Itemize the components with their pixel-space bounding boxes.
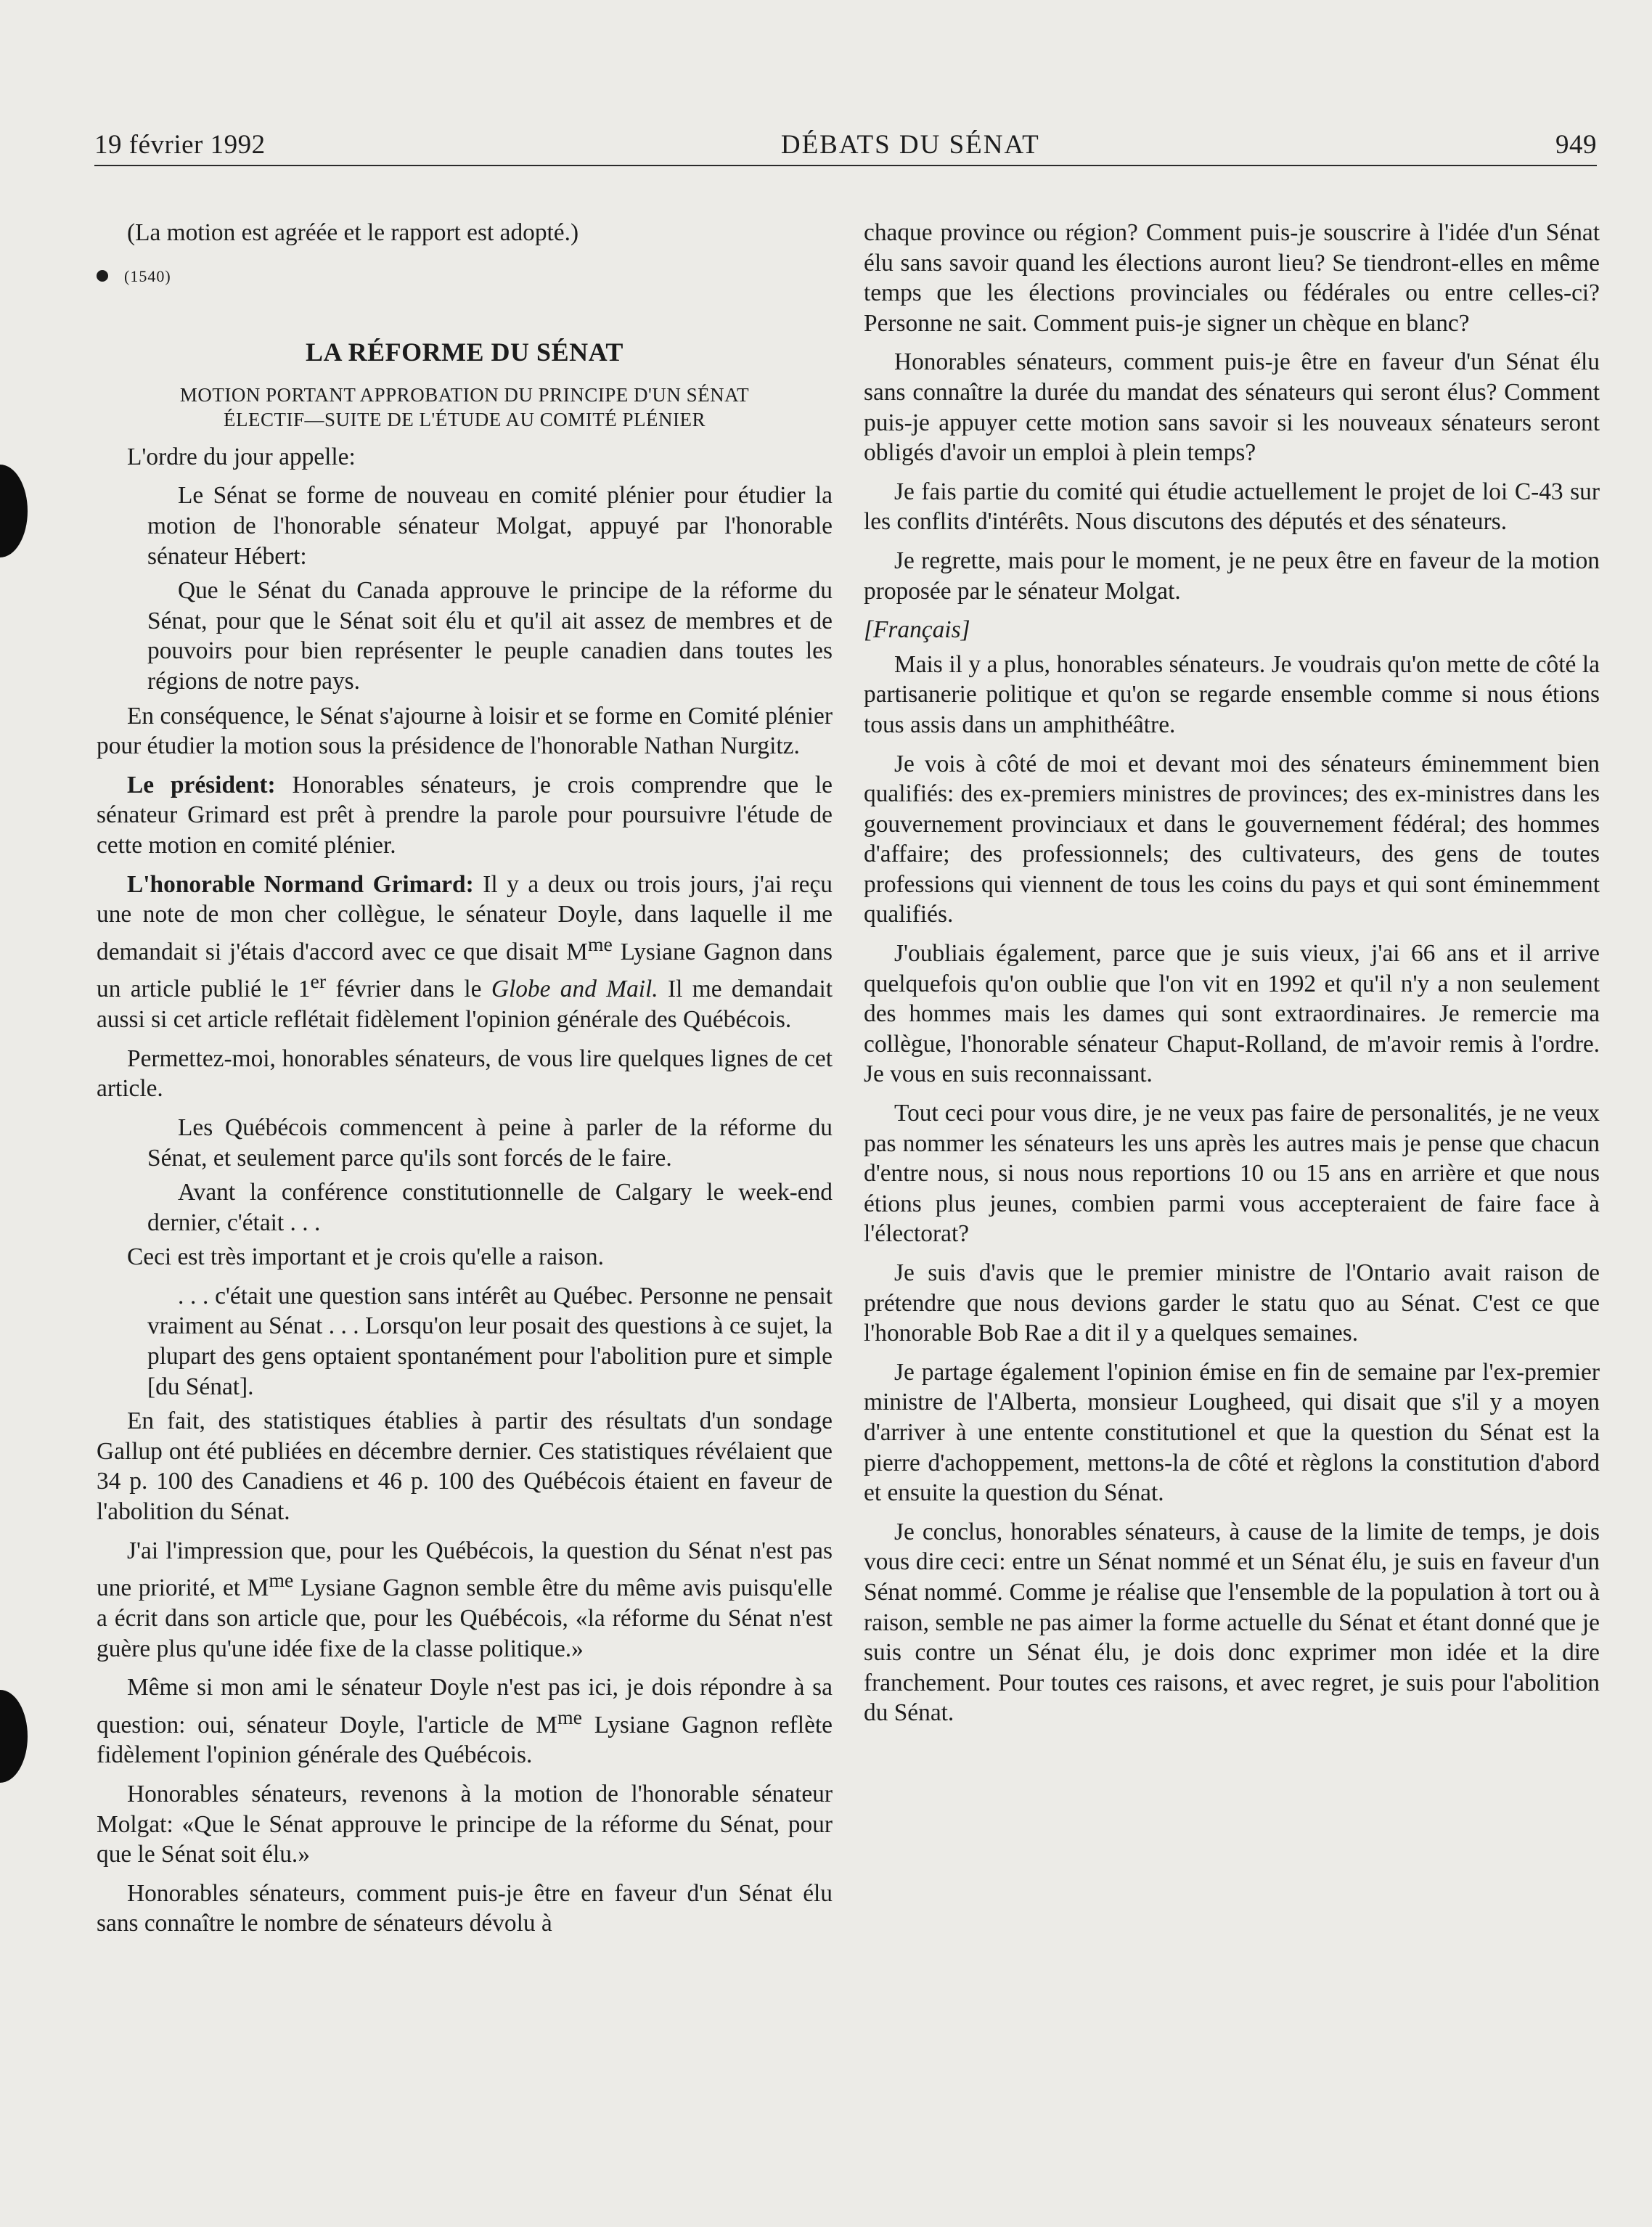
page-header (94, 129, 1597, 166)
quote-paragraph: . . . c'était une question sans intérêt au Québec. Personne ne pensait vraiment au Sénat . . . Lorsqu'on leur posait des questions à ce sujet, la plupart des gens optaient spontanément pour l'abolition pure et simple [du Sénat]. (147, 1282, 833, 1400)
paragraph: Ceci est très important et je crois qu'elle a raison. (127, 1243, 604, 1271)
speech-text: Lysiane Gagnon semble être du même avis puisqu'elle a écrit dans son article que, pour les Québécois, «la réforme du Sénat n'est guère plus qu'une idée fixe de la classe politique.» (97, 1574, 833, 1662)
paragraph: Je suis d'avis que le premier ministre de l'Ontario avait raison de prétendre que nous devions garder le statu quo au Sénat. C'est ce que l'honorable Bob Rae a dit il y a quelques semaines. (864, 1259, 1600, 1347)
paragraph: J'oubliais également, parce que je suis vieux, j'ai 66 ans et il arrive quelquefois qu'on oublie que l'on vit en 1992 et qu'il n'y a non seulement des hommes mais les dames qui sont extraordinaires. Je remercie ma collègue, l'honorable sénateur Chaput-Rolland, de m'avoir remis à l'ordre. Je vous en suis reconnaissant. (864, 940, 1600, 1088)
speech-text: Même si mon ami le sénateur Doyle n'est pas ici, je dois répondre à sa question: oui, sénateur Doyle, l'article de M (97, 1674, 833, 1738)
speaker-name: Le président: (127, 771, 276, 798)
quote-paragraph: Le Sénat se forme de nouveau en comité plénier pour étudier la motion de l'honorable sénateur Molgat, appuyé par l'honorable sénateur Hébert: (147, 482, 833, 570)
subheading-line-2: ÉLECTIF—SUITE DE L'ÉTUDE AU COMITÉ PLÉNIER (223, 408, 706, 430)
subheading-line-1: MOTION PORTANT APPROBATION DU PRINCIPE D'UN SÉNAT (179, 383, 750, 406)
paragraph: Honorables sénateurs, comment puis-je être en faveur d'un Sénat élu sans connaître le nombre de sénateurs dévolu à (97, 1879, 833, 1937)
paragraph: Tout ceci pour vous dire, je ne veux pas faire de personalités, je ne veux pas nommer les sénateurs les uns après les autres mais je pense que chacun d'entre nous, si nous nous reportions 10 ou 15 ans en arrière et que nous étions plus jeunes, combien parmi vous accepteraient de faire face à l'électorat? (864, 1100, 1600, 1248)
paragraph: Honorables sénateurs, revenons à la motion de l'honorable sénateur Molgat: «Que le Sénat approuve le principe de la réforme du Sénat, pour que le Sénat soit élu.» (97, 1781, 833, 1868)
paragraph: En fait, des statistiques établies à partir des résultats d'un sondage Gallup ont été publiées en décembre dernier. Ces statistiques révélaient que 34 p. 100 des Canadiens et 46 p. 100 des Québécois étaient en faveur de l'abolition du Sénat. (97, 1407, 833, 1526)
paragraph: chaque province ou région? Comment puis-je souscrire à l'idée d'un Sénat élu sans savoir quand les élections auront lieu? Se tiendront-elles en même temps que les élections provinciales ou fédérales ou entre celles-ci? Personne ne sait. Comment puis-je signer un chèque en blanc? (864, 219, 1600, 337)
speech-text: Lysiane Gagnon reflète fidèlement l'opinion générale des Québécois. (97, 1711, 833, 1769)
paragraph: Je conclus, honorables sénateurs, à cause de la limite de temps, je dois vous dire ceci: entre un Sénat nommé et un Sénat élu, je suis en faveur d'un Sénat nommé. Comme je réalise que l'ensemble de la population à tort ou à raison, semble ne pas aimer la forme actuelle du Sénat et étant donné que je suis contre un Sénat élu, je dois donc exprimer mon idée et la dire franchement. Pour toutes ces raisons, et avec regret, je suis pour l'abolition du Sénat. (864, 1518, 1600, 1727)
paragraph: Mais il y a plus, honorables sénateurs. Je voudrais qu'on mette de côté la partisanerie politique et qu'on se regarde ensemble comme si nous étions tous assis dans un amphithéâtre. (864, 650, 1600, 738)
paragraph (97, 1536, 833, 1664)
italic-title: Globe and Mail. (491, 976, 658, 1003)
paragraph: Honorables sénateurs, comment puis-je être en faveur d'un Sénat élu sans connaître la durée du mandat des sénateurs qui seront élus? Comment puis-je appuyer cette motion sans savoir si les nouveaux sénateurs seront obligés d'avoir un emploi à plein temps? (864, 348, 1600, 467)
speech-text: Honorables sénateurs, je crois comprendre que le sénateur Grimard est prêt à prendre la parole pour poursuivre l'étude de cette motion en comité plénier. (97, 771, 833, 859)
superscript: me (557, 1706, 582, 1729)
left-column (97, 218, 833, 1948)
language-marker-text: [Français] (864, 616, 970, 644)
quote-paragraph: Avant la conférence constitutionnelle de Calgary le week-end dernier, c'était . . . (147, 1179, 833, 1236)
paragraph: Permettez-moi, honorables sénateurs, de vous lire quelques lignes de cet article. (97, 1045, 833, 1103)
paragraph (97, 870, 833, 1035)
speech-text: J'ai l'impression que, pour les Québécois, la question du Sénat n'est pas une priorité, et M (97, 1537, 833, 1602)
header-date: 19 février 1992 (94, 130, 266, 160)
section-heading: LA RÉFORME DU SÉNAT (306, 338, 623, 367)
header-title: DÉBATS DU SÉNAT (780, 130, 1040, 160)
section-subheading (97, 383, 833, 432)
timestamp (97, 261, 833, 292)
speech-text: février dans le (326, 976, 491, 1003)
punch-hole (0, 465, 28, 557)
motion-agreed: (La motion est agréée et le rapport est adopté.) (127, 219, 579, 246)
paragraph: En conséquence, le Sénat s'ajourne à loisir et se forme en Comité plénier pour étudier la motion sous la présidence de l'honorable Nathan Nurgitz. (97, 702, 833, 760)
speech-text: Il y a deux ou trois jours, j'ai reçu une note de mon cher collègue, le sénateur Doyle, dans laquelle il me demandait si j'étais d'accord avec ce que disait M (97, 870, 833, 965)
speech-text: Il me demandait aussi si cet article reflétait fidèlement l'opinion générale des Québécois. (97, 976, 833, 1034)
paragraph: Je partage également l'opinion émise en fin de semaine par l'ex-premier ministre de l'Alberta, monsieur Lougheed, qui disait que s'il y a moyen d'arriver à une entente constitutionel et que la question du Sénat est la pierre d'achoppement, mettons-la de côté et règlons la constitution d'abord et ensuite la question du Sénat. (864, 1358, 1600, 1507)
paragraph (97, 770, 833, 861)
language-marker (864, 615, 1600, 645)
page-number: 949 (1555, 130, 1597, 160)
quote-paragraph: Que le Sénat du Canada approuve le principe de la réforme du Sénat, pour que le Sénat soit élu et qu'il ait assez de membres et de pouvoirs pour bien représenter le peuple canadien dans toutes les régions de notre pays. (147, 577, 833, 695)
superscript: er (310, 971, 327, 994)
paragraph: Je vois à côté de moi et devant moi des sénateurs éminemment bien qualifiés: des ex-premiers ministres de provinces; des ex-ministres dans les gouvernement provinciaux et dans le gouvernement fédéral; des hommes d'affaire; des professionnels; des cultivateurs, des gens de toutes professions qui viennent de tous les coins du pays et qui sont éminemment qualifiés. (864, 750, 1600, 928)
bullet-icon (97, 270, 108, 282)
paragraph: Je fais partie du comité qui étudie actuellement le projet de loi C-43 sur les conflits d'intérêts. Nous discutons des députés et des sénateurs. (864, 478, 1600, 536)
order-of-day: L'ordre du jour appelle: (127, 443, 356, 470)
superscript: me (587, 933, 613, 956)
right-column (864, 218, 1600, 1737)
timestamp-text: (1540) (124, 266, 171, 285)
speaker-name: L'honorable Normand Grimard: (127, 870, 474, 898)
paragraph: Je regrette, mais pour le moment, je ne peux être en faveur de la motion proposée par le sénateur Molgat. (864, 547, 1600, 605)
superscript: me (269, 1569, 294, 1593)
paragraph (97, 1672, 833, 1770)
quote-paragraph: Les Québécois commencent à peine à parler de la réforme du Sénat, et seulement parce qu'ils sont forcés de le faire. (147, 1114, 833, 1172)
speech-text: Lysiane Gagnon dans un article publié le 1 (97, 938, 833, 1003)
punch-hole (0, 1690, 28, 1783)
